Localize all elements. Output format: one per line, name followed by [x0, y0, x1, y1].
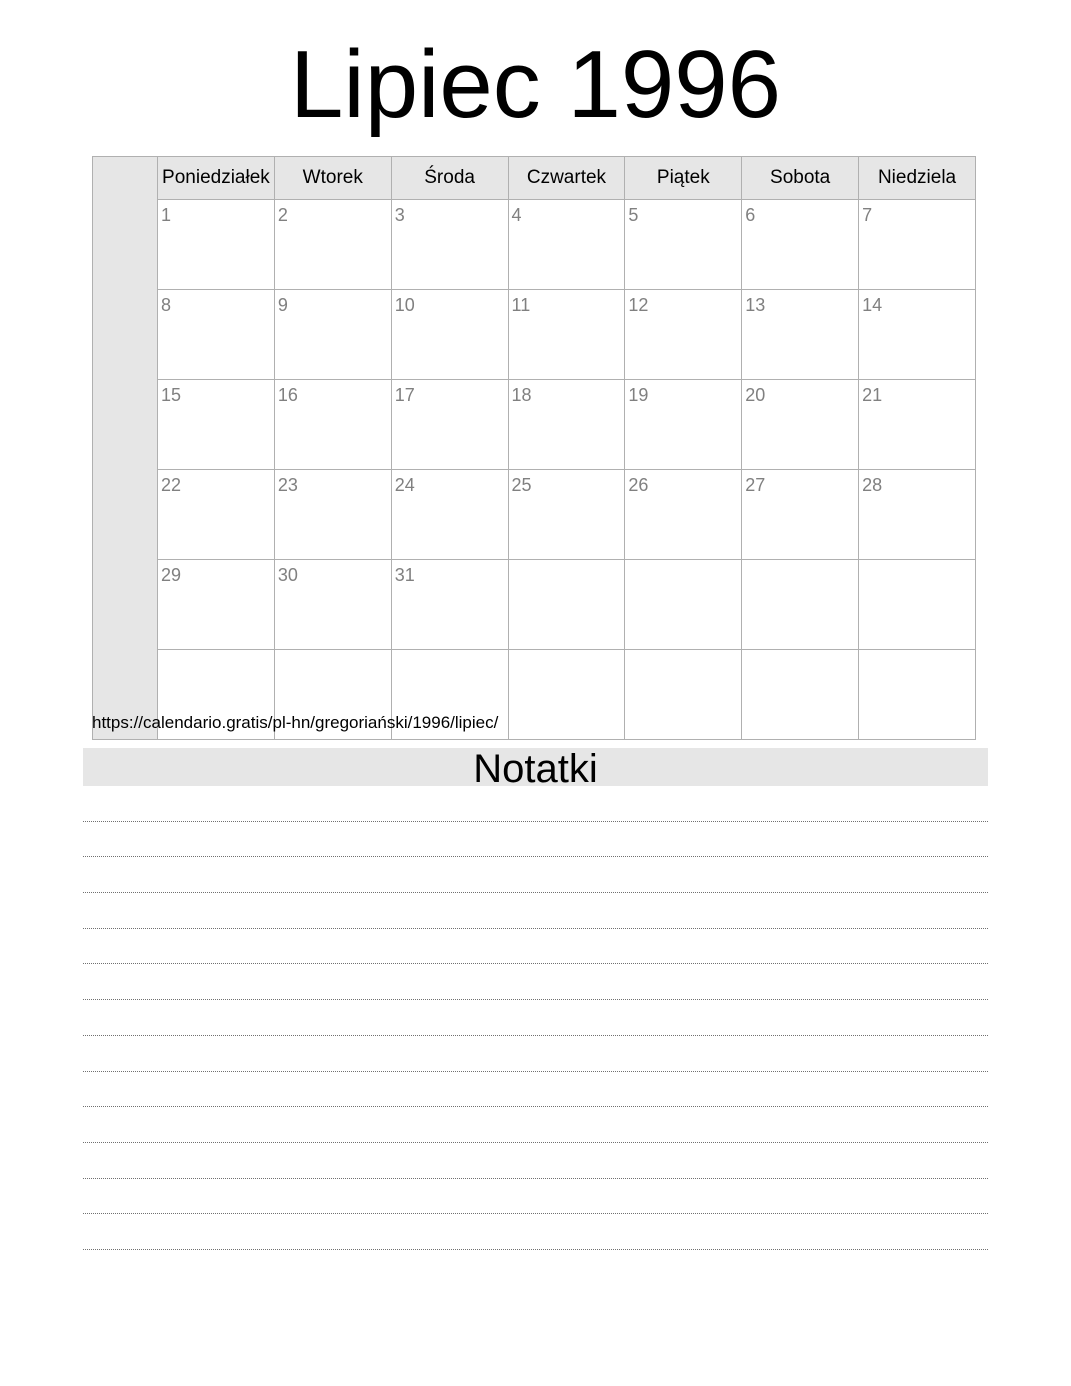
day-cell: 16: [274, 380, 391, 470]
week-row: [93, 200, 976, 290]
note-line: [83, 1107, 988, 1143]
weekday-header: Piątek: [625, 157, 742, 200]
day-cell: 24: [391, 470, 508, 560]
day-cell: 6: [742, 200, 859, 290]
day-cell: [859, 560, 976, 650]
week-row: [93, 380, 976, 470]
day-cell: 7: [859, 200, 976, 290]
day-cell: 5: [625, 200, 742, 290]
notes-title: Notatki: [83, 748, 988, 786]
day-cell: [742, 650, 859, 740]
page-title: Lipiec 1996: [289, 31, 782, 138]
note-line: [83, 964, 988, 1000]
weekday-header-row: [93, 157, 976, 200]
day-cell: [859, 650, 976, 740]
note-line: [83, 1000, 988, 1036]
day-cell: 27: [742, 470, 859, 560]
day-cell: 8: [158, 290, 275, 380]
day-cell: 31: [391, 560, 508, 650]
day-cell: 15: [158, 380, 275, 470]
note-line: [83, 1179, 988, 1215]
note-line: [83, 893, 988, 929]
week-row: [93, 470, 976, 560]
week-row: [93, 290, 976, 380]
day-cell: 20: [742, 380, 859, 470]
note-line: [83, 1143, 988, 1179]
day-cell: 30: [274, 560, 391, 650]
day-cell: 2: [274, 200, 391, 290]
day-cell: [625, 560, 742, 650]
day-cell: 4: [508, 200, 625, 290]
day-cell: [508, 650, 625, 740]
day-cell: 29: [158, 560, 275, 650]
day-cell: [625, 650, 742, 740]
day-cell: 23: [274, 470, 391, 560]
day-cell: 1: [158, 200, 275, 290]
day-cell: 11: [508, 290, 625, 380]
day-cell: 13: [742, 290, 859, 380]
day-cell: 18: [508, 380, 625, 470]
note-line: [83, 822, 988, 858]
week-side-column: [93, 157, 158, 740]
day-cell: 3: [391, 200, 508, 290]
calendar-grid: [92, 156, 976, 740]
note-line: [83, 786, 988, 822]
note-line: [83, 1072, 988, 1108]
day-cell: [742, 560, 859, 650]
day-cell: 10: [391, 290, 508, 380]
day-cell: 12: [625, 290, 742, 380]
weekday-header: Sobota: [742, 157, 859, 200]
note-line: [83, 1036, 988, 1072]
day-cell: 28: [859, 470, 976, 560]
day-cell: 26: [625, 470, 742, 560]
day-cell: 17: [391, 380, 508, 470]
day-cell: 19: [625, 380, 742, 470]
note-line: [83, 929, 988, 965]
day-cell: 21: [859, 380, 976, 470]
day-cell: 25: [508, 470, 625, 560]
note-line: [83, 857, 988, 893]
week-row: [93, 560, 976, 650]
day-cell: [508, 560, 625, 650]
weekday-header: Poniedziałek: [158, 157, 275, 200]
day-cell: 9: [274, 290, 391, 380]
weekday-header: Środa: [391, 157, 508, 200]
note-line: [83, 1214, 988, 1250]
day-cell: 14: [859, 290, 976, 380]
day-cell: 22: [158, 470, 275, 560]
weekday-header: Czwartek: [508, 157, 625, 200]
weekday-header: Wtorek: [274, 157, 391, 200]
notes-lines: [83, 786, 988, 1250]
source-url: https://calendario.gratis/pl-hn/gregoriański/1996/lipiec/: [92, 713, 499, 732]
weekday-header: Niedziela: [859, 157, 976, 200]
